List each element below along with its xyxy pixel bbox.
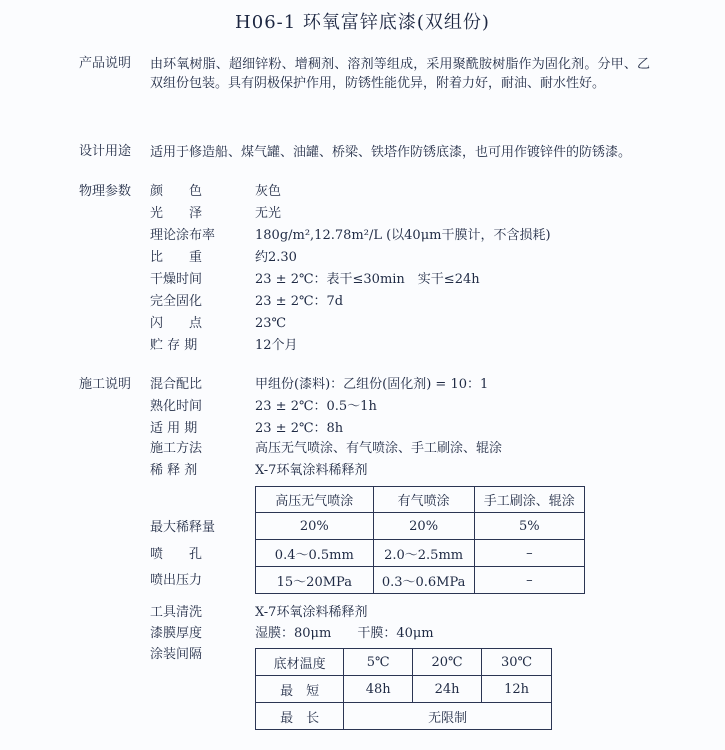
thinning-table (255, 486, 585, 594)
interval-cell: 24h (413, 676, 482, 703)
section-label-application: 施工说明 (79, 377, 132, 392)
thinning-cell: 2.0～2.5mm (373, 540, 474, 567)
app-value-cleaning: X-7环氧涂料稀释剂 (255, 605, 368, 620)
app-key-mix: 混合配比 (150, 377, 203, 392)
thinning-header-airless: 高压无气喷涂 (256, 487, 374, 513)
section-label-physical: 物理参数 (79, 184, 132, 199)
thinning-cell: – (474, 567, 584, 594)
thinning-cell: 0.4～0.5mm (256, 540, 374, 567)
physical-value-color: 灰色 (255, 184, 282, 199)
app-key-thinner: 稀 释 剂 (150, 463, 198, 478)
thinning-cell: 20% (373, 513, 474, 540)
app-key-thickness: 漆膜厚度 (150, 626, 203, 641)
design-use-text: 适用于修造船、煤气罐、油罐、桥梁、铁塔作防锈底漆，也可用作镀锌件的防锈漆。 (150, 145, 632, 160)
app-key-method: 施工方法 (150, 441, 203, 456)
physical-key-cure: 完全固化 (150, 294, 203, 309)
app-key-induction: 熟化时间 (150, 399, 203, 414)
interval-cell-unlimited: 无限制 (344, 703, 552, 730)
interval-cell: 48h (344, 676, 413, 703)
app-value-mix: 甲组份(漆料)：乙组份(固化剂) = 10：1 (255, 377, 489, 392)
interval-row-label-longest: 最 长 (256, 703, 344, 730)
physical-key-gloss: 光 泽 (150, 206, 203, 221)
physical-value-flash: 23℃ (255, 316, 287, 331)
app-value-method: 高压无气喷涂、有气喷涂、手工刷涂、辊涂 (255, 441, 503, 456)
product-desc-text: 由环氧树脂、超细锌粉、增稠剂、溶剂等组成，采用聚酰胺树脂作为固化剂。分甲、乙双组份包装。具有阴极保护作用，防锈性能优异，附着力好，耐油、耐水性好。 (150, 57, 650, 91)
thinning-cell: 5% (474, 513, 584, 540)
thinning-row-label-pressure: 喷出压力 (150, 573, 203, 588)
thinning-row-label-max: 最大稀释量 (150, 520, 216, 535)
table-row (256, 513, 585, 540)
physical-key-density: 比 重 (150, 250, 203, 265)
section-label-product-desc: 产品说明 (79, 56, 132, 71)
thinning-cell: – (474, 540, 584, 567)
physical-key-drying: 干燥时间 (150, 272, 203, 287)
section-label-design-use: 设计用途 (79, 144, 132, 159)
table-row (256, 676, 552, 703)
thinning-cell: 15～20MPa (256, 567, 374, 594)
interval-header-20c: 20℃ (413, 649, 482, 676)
physical-key-color: 颜 色 (150, 184, 203, 199)
physical-value-coverage: 180g/m²,12.78m²/L (以40μm干膜计，不含损耗) (255, 228, 551, 243)
interval-row-label-shortest: 最 短 (256, 676, 344, 703)
app-value-thinner: X-7环氧涂料稀释剂 (255, 463, 368, 478)
thinning-table-header-row (256, 487, 585, 513)
app-value-thickness: 湿膜：80μm 干膜：40μm (255, 626, 434, 641)
table-row (256, 567, 585, 594)
physical-key-flash: 闪 点 (150, 316, 203, 331)
table-row (256, 540, 585, 567)
document-title: H06-1 环氧富锌底漆(双组份) (235, 12, 490, 33)
thinning-header-air: 有气喷涂 (373, 487, 474, 513)
interval-header-5c: 5℃ (344, 649, 413, 676)
physical-key-shelf: 贮 存 期 (150, 338, 198, 353)
physical-value-density: 约2.30 (255, 250, 297, 265)
physical-value-gloss: 无光 (255, 206, 282, 221)
app-value-induction: 23 ± 2℃：0.5～1h (255, 399, 377, 414)
physical-key-coverage: 理论涂布率 (150, 228, 216, 243)
thinning-header-brush: 手工刷涂、辊涂 (474, 487, 584, 513)
app-value-potlife: 23 ± 2℃：8h (255, 421, 344, 436)
physical-value-shelf: 12个月 (255, 338, 298, 353)
interval-cell: 12h (482, 676, 552, 703)
thinning-cell: 20% (256, 513, 374, 540)
app-key-interval: 涂装间隔 (150, 647, 203, 662)
physical-value-cure: 23 ± 2℃：7d (255, 294, 344, 309)
interval-table-header-row (256, 649, 552, 676)
interval-header-substrate-temp: 底材温度 (256, 649, 344, 676)
table-row (256, 703, 552, 730)
interval-table (255, 648, 552, 730)
app-key-potlife: 适 用 期 (150, 421, 198, 436)
physical-value-drying: 23 ± 2℃：表干≤30min 实干≤24h (255, 272, 480, 287)
thinning-row-label-nozzle: 喷 孔 (150, 547, 203, 562)
app-key-cleaning: 工具清洗 (150, 605, 203, 620)
thinning-cell: 0.3～0.6MPa (373, 567, 474, 594)
interval-header-30c: 30℃ (482, 649, 552, 676)
